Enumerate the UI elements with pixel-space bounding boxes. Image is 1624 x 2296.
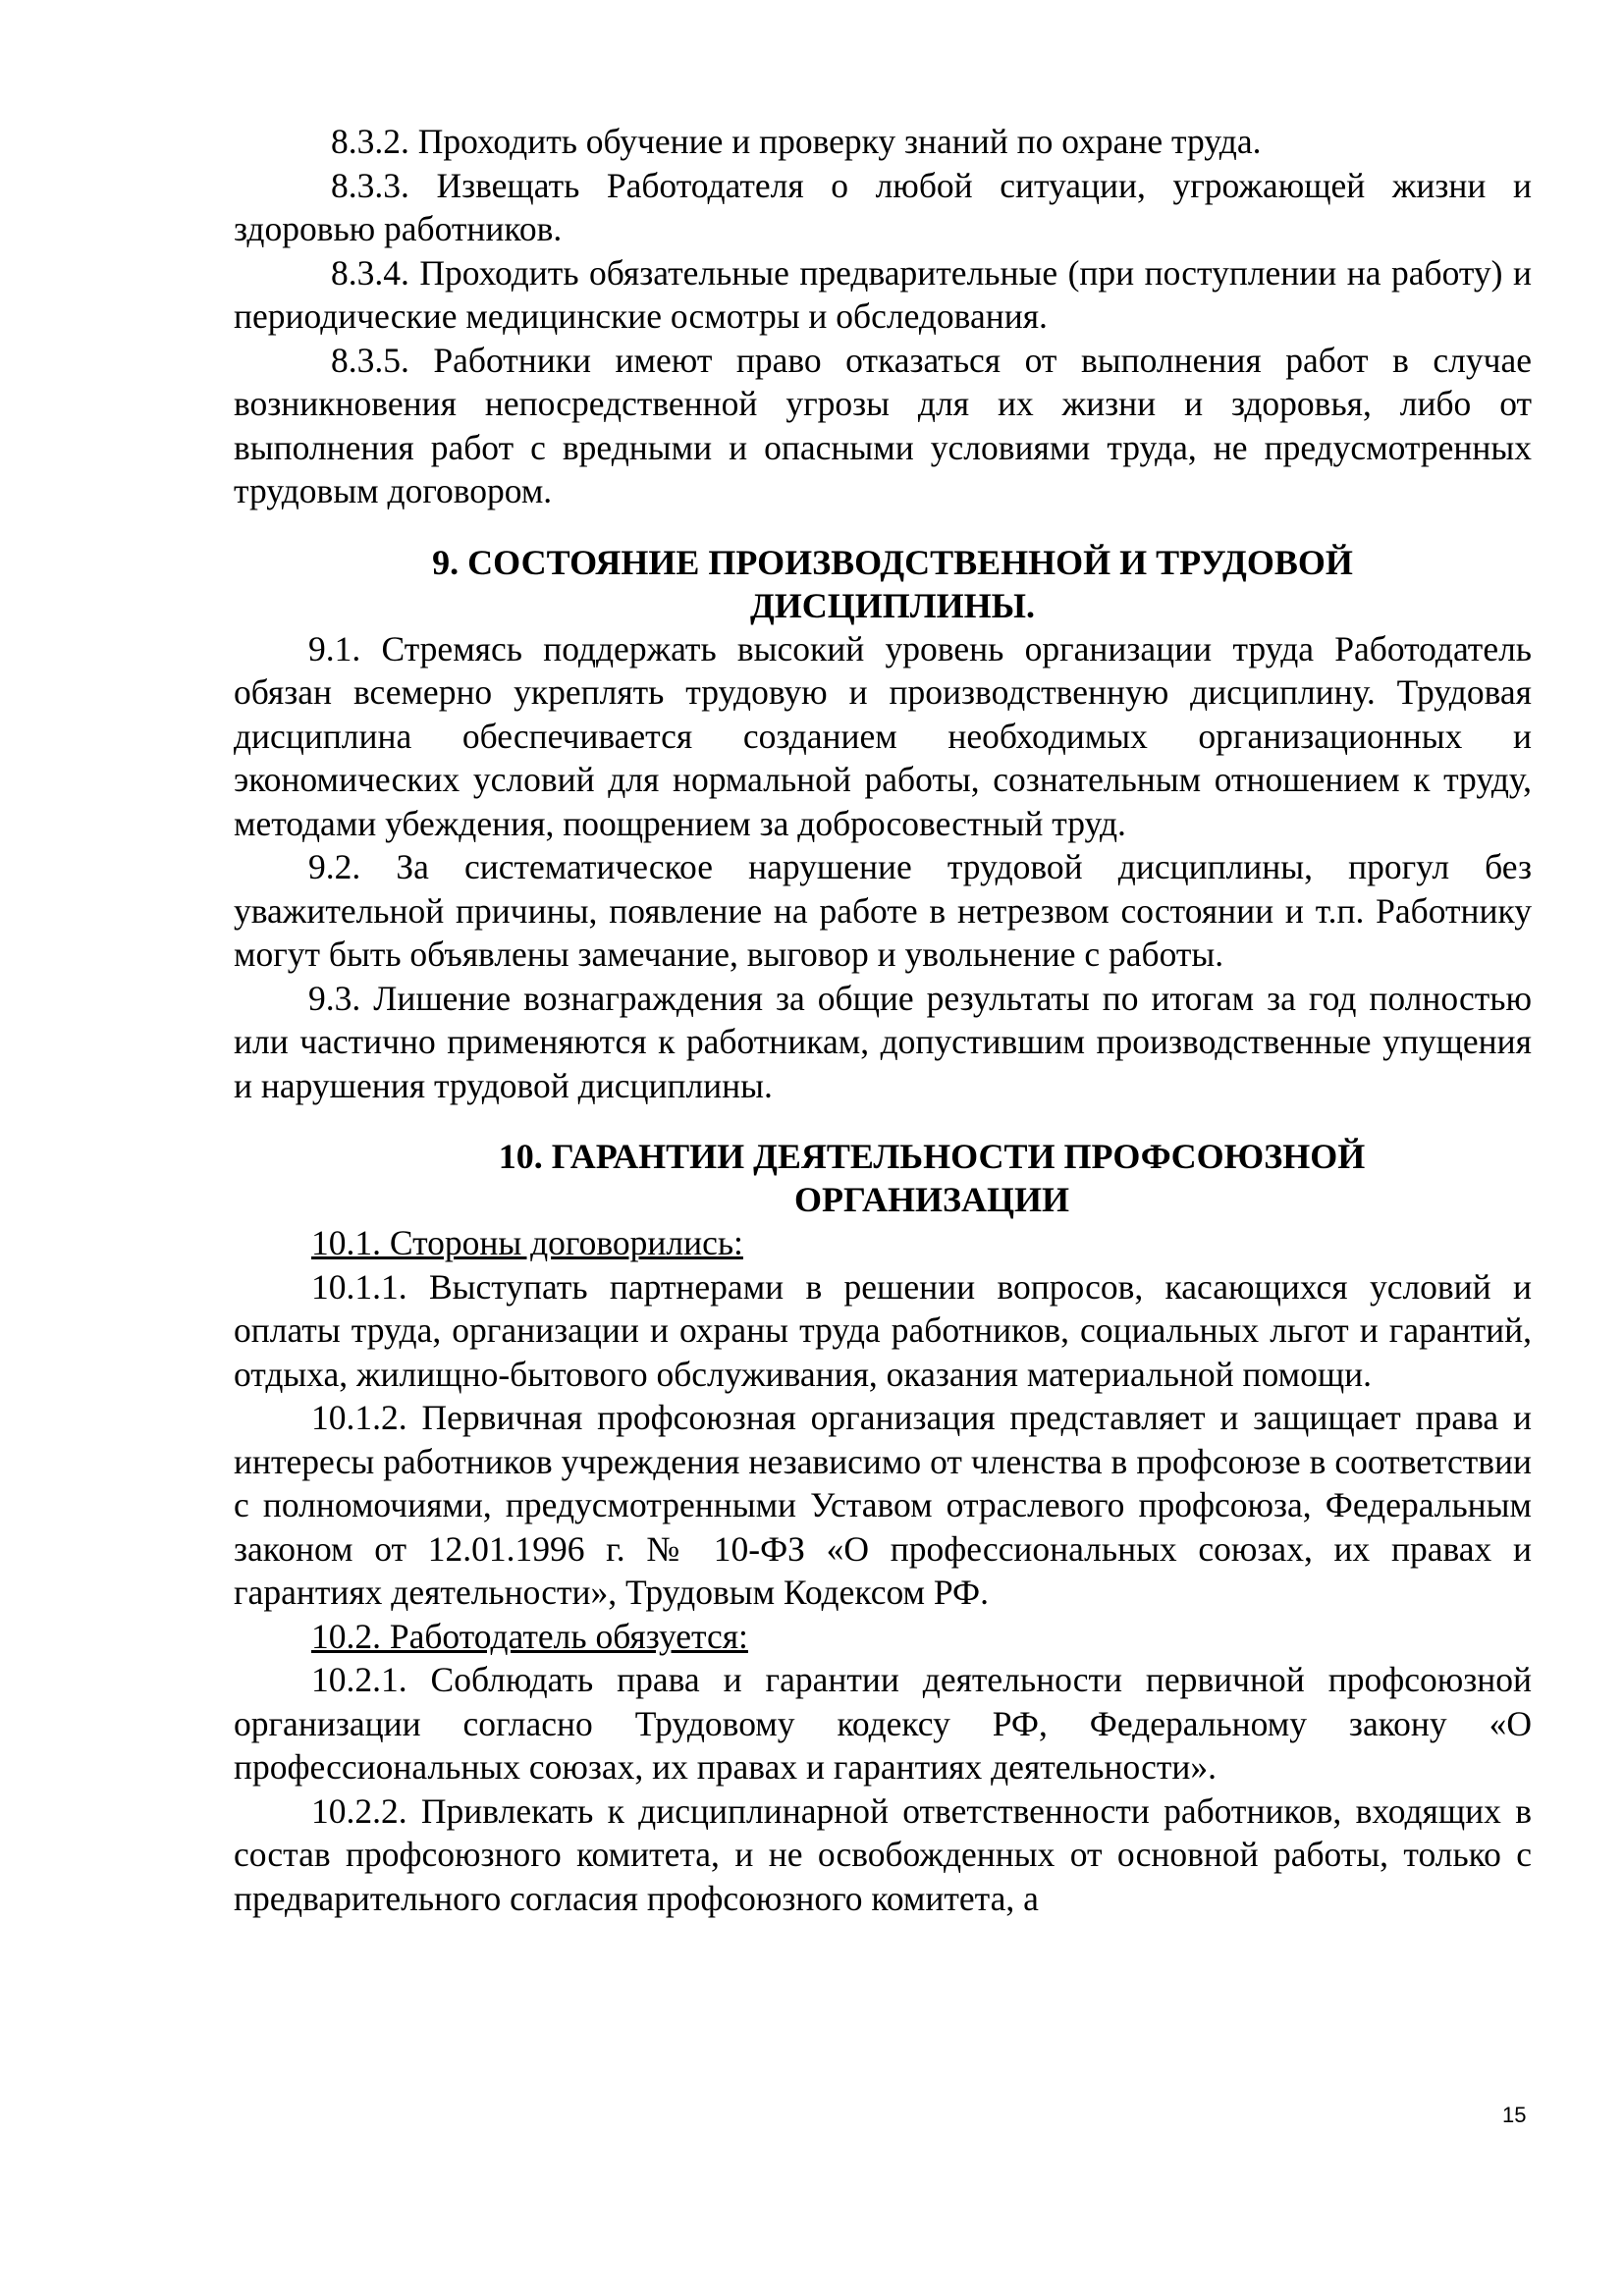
paragraph-9-2: 9.2. За систематическое нарушение трудовой дисциплины, прогул без уважительной причины, появление на работе в нетрезвом состоянии и т.п. Работнику могут быть объявлены замечание, выговор и увольнение с работы. — [234, 847, 1532, 974]
subsection-10-1-title — [234, 1221, 1532, 1265]
section-9-heading-line-1: 9. СОСТОЯНИЕ ПРОИЗВОДСТВЕННОЙ И ТРУДОВОЙ — [432, 542, 1353, 582]
paragraph-8-3-5: 8.3.5. Работники имеют право отказаться от выполнения работ в случае возникновения непосредственной угрозы для их жизни и здоровья, либо от выполнения работ с вредными и опасными условиями труда, не предусмотренных трудовым договором. — [234, 340, 1532, 510]
paragraph-10-2-2: 10.2.2. Привлекать к дисциплинарной ответственности работников, входящих в состав профсоюзного комитета, и не освобожденных от основной работы, только с предварительного согласия профсоюзного комитета, а — [234, 1790, 1532, 1918]
subsection-10-2-title — [234, 1615, 1532, 1659]
paragraph-10-2-1: 10.2.1. Соблюдать права и гарантии деятельности первичной профсоюзной организации согласно Трудовому кодексу РФ, Федеральному закону «О профессиональных союзах, их правах и гарантиях деятельности». — [234, 1660, 1532, 1787]
section-9-heading-line-2: ДИСЦИПЛИНЫ. — [750, 585, 1035, 625]
section-10-heading-line-2: ОРГАНИЗАЦИИ — [794, 1180, 1069, 1219]
paragraph-8-3-3: 8.3.3. Извещать Работодателя о любой ситуации, угрожающей жизни и здоровью работников. — [234, 165, 1532, 248]
document-page — [234, 120, 1532, 1920]
subsection-10-2-label: 10.2. Работодатель обязуется: — [311, 1616, 748, 1656]
page-number: 15 — [1502, 2103, 1527, 2127]
paragraph-8-3-2: 8.3.2. Проходить обучение и проверку знаний по охране труда. — [331, 122, 1262, 161]
section-9-heading — [234, 541, 1532, 627]
paragraph-9-3: 9.3. Лишение вознаграждения за общие результаты по итогам за год полностью или частично применяются к работникам, допустившим производственные упущения и нарушения трудовой дисциплины. — [234, 978, 1532, 1105]
paragraph-10-1-1: 10.1.1. Выступать партнерами в решении вопросов, касающихся условий и оплаты труда, организации и охраны труда работников, социальных льгот и гарантий, отдыха, жилищно-бытового обслуживания, оказания материальной помощи. — [234, 1266, 1532, 1394]
paragraph-8-3-4: 8.3.4. Проходить обязательные предварительные (при поступлении на работу) и периодические медицинские осмотры и обследования. — [234, 252, 1532, 336]
subsection-10-1-label: 10.1. Стороны договорились: — [311, 1223, 743, 1262]
paragraph-10-1-2: 10.1.2. Первичная профсоюзная организация представляет и защищает права и интересы работников учреждения независимо от членства в профсоюзе в соответствии с полномочиями, предусмотренными Уставом отраслевого профсоюза, Федеральным законом от 12.01.1996 г. № 10-ФЗ «О профессиональных союзах, их правах и гарантиях деятельности», Трудовым Кодексом РФ. — [234, 1398, 1532, 1612]
paragraph-9-1: 9.1. Стремясь поддержать высокий уровень организации труда Работодатель обязан всемерно укреплять трудовую и производственную дисциплину. Трудовая дисциплина обеспечивается созданием необходимых организационных и экономических условий для нормальной работы, сознательным отношением к труду, методами убеждения, поощрением за добросовестный труд. — [234, 628, 1532, 843]
section-10-heading — [234, 1135, 1532, 1221]
section-10-heading-line-1: 10. ГАРАНТИИ ДЕЯТЕЛЬНОСТИ ПРОФСОЮЗНОЙ — [498, 1137, 1366, 1176]
